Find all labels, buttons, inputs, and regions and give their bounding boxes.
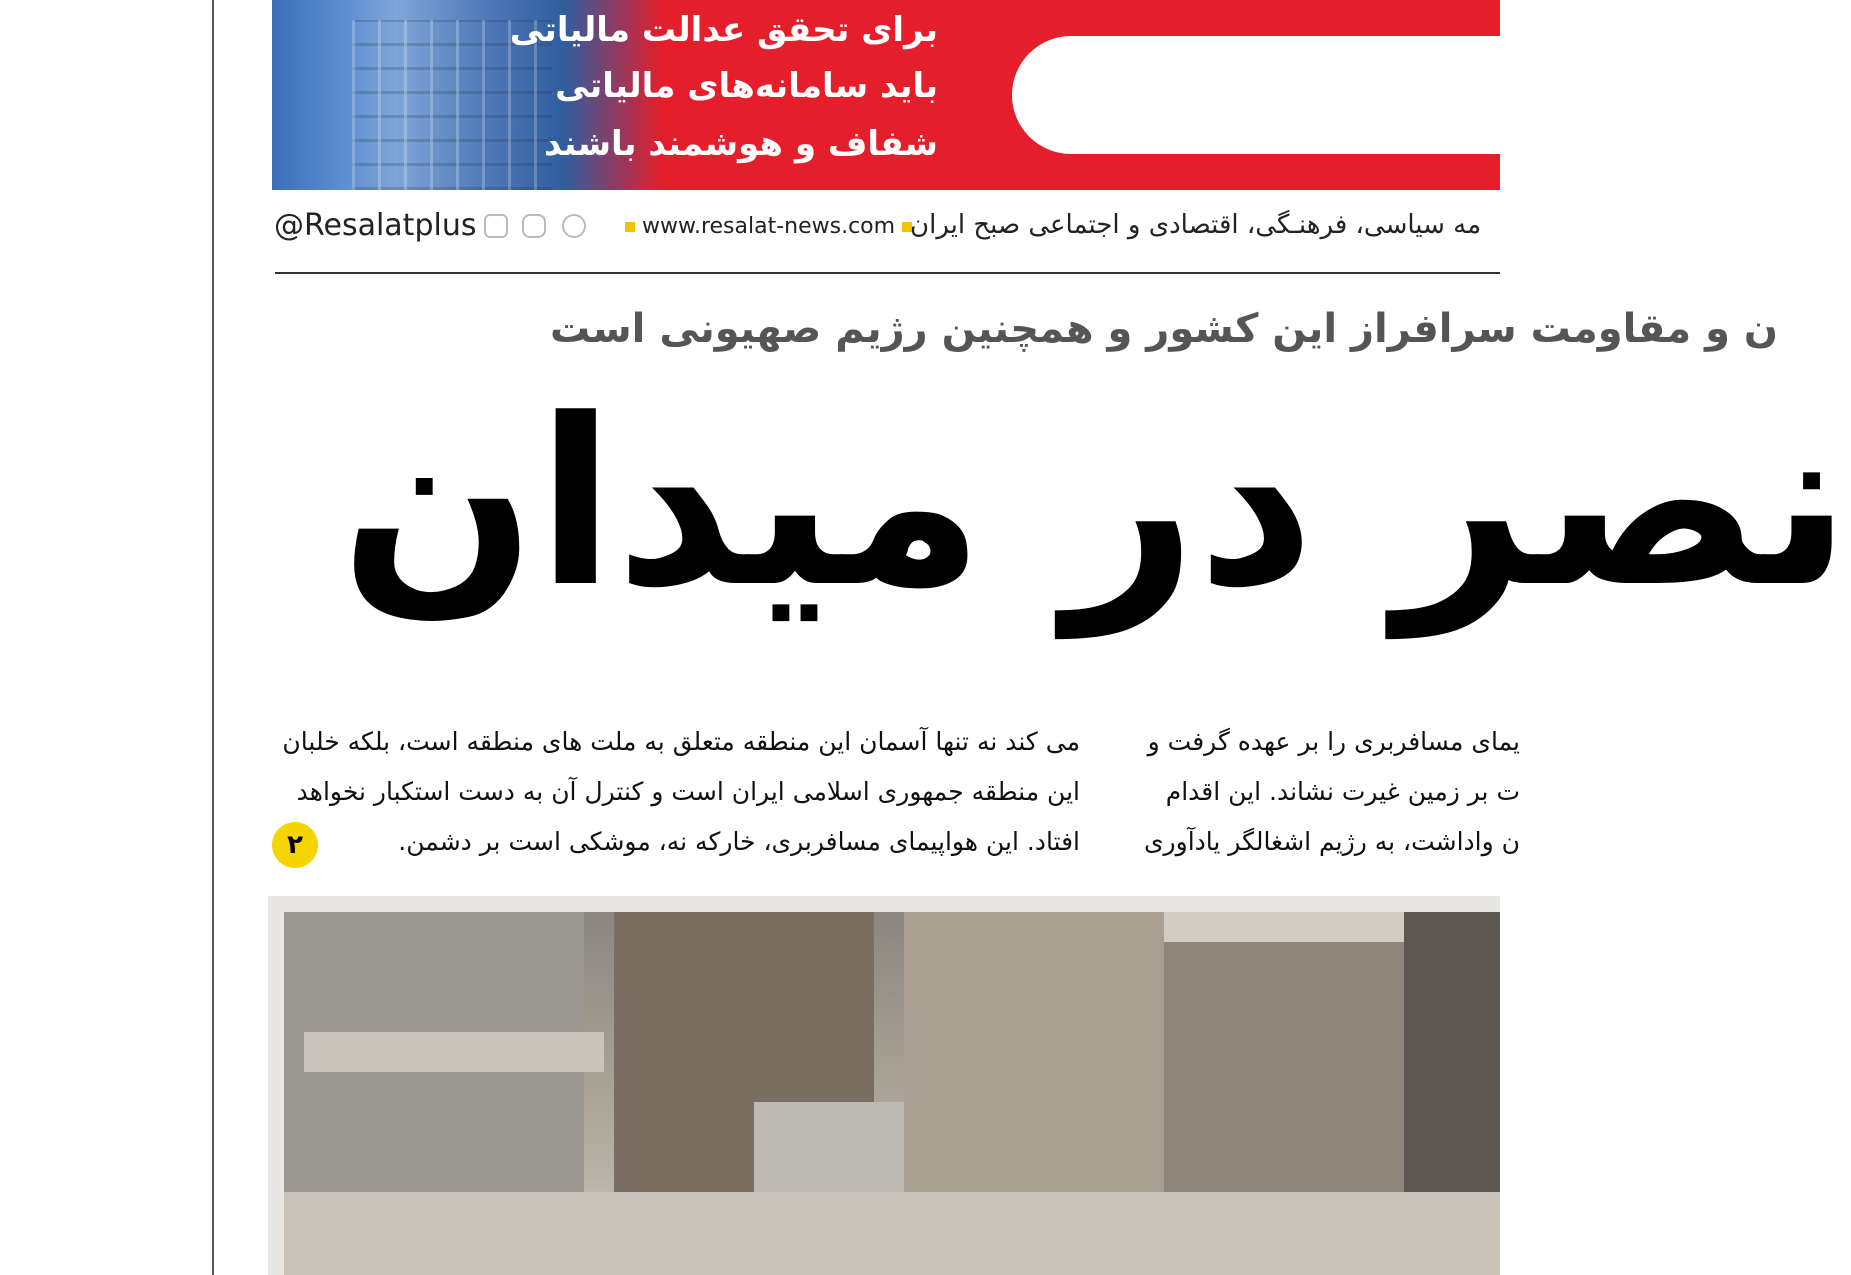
headline-kicker: ن و مقاومت سرافراز این کشور و همچنین رژیم صهیونی است [550,306,1779,352]
story-right-line-2: ت بر زمین غیرت نشاند. این اقدام [1165,777,1520,806]
banner-white-shape [1012,36,1572,154]
social-handle[interactable]: @Resalatplus [274,208,477,243]
banner-line-3: شفاف و هوشمند باشند [544,124,938,164]
photo-rubble [284,1192,1500,1275]
masthead-tagline: مه سیاسی، فرهنـگی، اقتصادی و اجتماعی صبح ایران [910,210,1482,240]
page-reference-badge[interactable]: ۲ [272,822,318,868]
twitter-icon[interactable] [562,214,586,238]
main-headline[interactable]: نصر در میدان [340,371,1851,638]
telegram-icon[interactable] [484,214,508,238]
lead-photo[interactable] [284,912,1500,1275]
website-link[interactable] [625,214,912,239]
bullet-square [625,222,635,232]
horizontal-rule [275,272,1500,274]
side-column [0,0,212,1275]
story-right-line-1: یمای مسافربری را بر عهده گرفت و [1147,727,1520,756]
story-right-line-3: ن واداشت، به رژیم اشغالگر یادآوری [1143,827,1520,856]
photo-awning [1164,912,1404,942]
story-left-line-2: این منطقه جمهوری اسلامی ایران است و کنترل آن به دست استکبار نخواهد [296,777,1080,806]
column-divider [212,0,214,1275]
instagram-icon[interactable] [522,214,546,238]
website-url: www.resalat-news.com [642,214,896,239]
top-banner[interactable] [272,0,1500,190]
story-left-line-1: می کند نه تنها آسمان این منطقه متعلق به ملت های منطقه است، بلکه خلبان [282,727,1080,756]
photo-balcony [304,1032,604,1072]
banner-line-1: برای تحقق عدالت مالیاتی [509,10,938,50]
banner-line-2: باید سامانه‌های مالیاتی [555,66,938,106]
story-left-line-3: افتاد. این هواپیمای مسافربری، خارکه نه، موشکی است بر دشمن. [398,827,1080,856]
